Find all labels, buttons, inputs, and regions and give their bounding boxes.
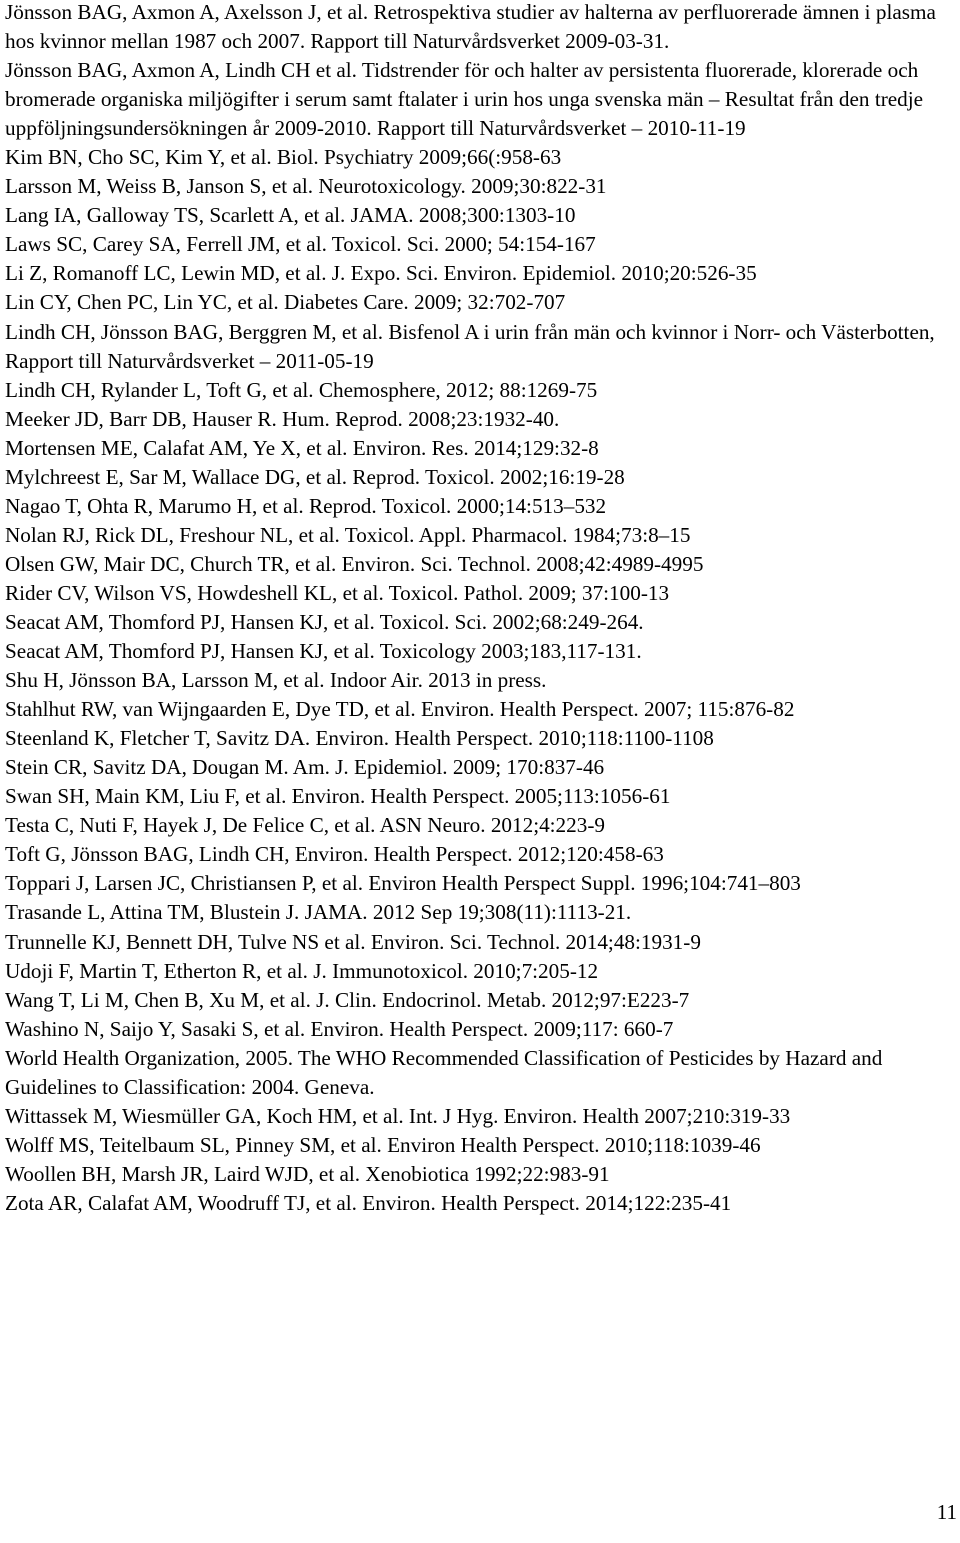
reference-entry: World Health Organization, 2005. The WHO Recommended Classification of Pesticides by Hazard and Guidelines to Classification: 2004. Geneva.	[5, 1045, 883, 1099]
reference-entry: Zota AR, Calafat AM, Woodruff TJ, et al. Environ. Health Perspect. 2014;122:235-41	[5, 1190, 732, 1215]
reference-entry: Lin CY, Chen PC, Lin YC, et al. Diabetes Care. 2009; 32:702-707	[5, 290, 566, 315]
reference-entry: Olsen GW, Mair DC, Church TR, et al. Environ. Sci. Technol. 2008;42:4989-4995	[5, 551, 704, 576]
reference-entry: Nagao T, Ohta R, Marumo H, et al. Reprod. Toxicol. 2000;14:513–532	[5, 493, 607, 518]
reference-entry: Lindh CH, Rylander L, Toft G, et al. Chemosphere, 2012; 88:1269-75	[5, 377, 598, 402]
reference-entry: Stahlhut RW, van Wijngaarden E, Dye TD, et al. Environ. Health Perspect. 2007; 115:876-82	[5, 697, 795, 722]
reference-entry: Larsson M, Weiss B, Janson S, et al. Neurotoxicology. 2009;30:822-31	[5, 174, 607, 199]
reference-entry: Udoji F, Martin T, Etherton R, et al. J. Immunotoxicol. 2010;7:205-12	[5, 958, 599, 983]
reference-entry: Lindh CH, Jönsson BAG, Berggren M, et al. Bisfenol A i urin från män och kvinnor i Norr- och Västerbotten, Rapport till Naturvårdsverket – 2011-05-19	[5, 319, 935, 373]
reference-entry: Toft G, Jönsson BAG, Lindh CH, Environ. Health Perspect. 2012;120:458-63	[5, 842, 664, 867]
reference-entry: Testa C, Nuti F, Hayek J, De Felice C, et al. ASN Neuro. 2012;4:223-9	[5, 813, 605, 838]
reference-entry: Steenland K, Fletcher T, Savitz DA. Environ. Health Perspect. 2010;118:1100-1108	[5, 726, 714, 751]
reference-entry: Trunnelle KJ, Bennett DH, Tulve NS et al. Environ. Sci. Technol. 2014;48:1931-9	[5, 929, 701, 954]
reference-entry: Rider CV, Wilson VS, Howdeshell KL, et al. Toxicol. Pathol. 2009; 37:100-13	[5, 580, 670, 605]
reference-entry: Woollen BH, Marsh JR, Laird WJD, et al. Xenobiotica 1992;22:983-91	[5, 1161, 610, 1186]
reference-entry: Wolff MS, Teitelbaum SL, Pinney SM, et al. Environ Health Perspect. 2010;118:1039-46	[5, 1132, 761, 1157]
reference-entry: Li Z, Romanoff LC, Lewin MD, et al. J. Expo. Sci. Environ. Epidemiol. 2010;20:526-35	[5, 261, 757, 286]
reference-entry: Trasande L, Attina TM, Blustein J. JAMA. 2012 Sep 19;308(11):1113-21.	[5, 900, 632, 925]
reference-list	[5, 0, 960, 1218]
reference-entry: Wang T, Li M, Chen B, Xu M, et al. J. Clin. Endocrinol. Metab. 2012;97:E223-7	[5, 987, 690, 1012]
reference-entry: Laws SC, Carey SA, Ferrell JM, et al. Toxicol. Sci. 2000; 54:154-167	[5, 232, 596, 257]
reference-entry: Nolan RJ, Rick DL, Freshour NL, et al. Toxicol. Appl. Pharmacol. 1984;73:8–15	[5, 522, 691, 547]
reference-entry: Seacat AM, Thomford PJ, Hansen KJ, et al. Toxicology 2003;183,117-131.	[5, 639, 642, 664]
reference-entry: Washino N, Saijo Y, Sasaki S, et al. Environ. Health Perspect. 2009;117: 660-7	[5, 1016, 674, 1041]
reference-entry: Jönsson BAG, Axmon A, Axelsson J, et al. Retrospektiva studier av halterna av perfluorerade ämnen i plasma hos kvinnor mellan 1987 och 2007. Rapport till Naturvårdsverket 2009-03-31.	[5, 0, 936, 54]
reference-entry: Mortensen ME, Calafat AM, Ye X, et al. Environ. Res. 2014;129:32-8	[5, 435, 599, 460]
reference-entry: Toppari J, Larsen JC, Christiansen P, et al. Environ Health Perspect Suppl. 1996;104:741–803	[5, 871, 801, 896]
reference-entry: Mylchreest E, Sar M, Wallace DG, et al. Reprod. Toxicol. 2002;16:19-28	[5, 464, 625, 489]
reference-entry: Wittassek M, Wiesmüller GA, Koch HM, et al. Int. J Hyg. Environ. Health 2007;210:319-33	[5, 1103, 791, 1128]
reference-entry: Shu H, Jönsson BA, Larsson M, et al. Indoor Air. 2013 in press.	[5, 668, 547, 693]
reference-entry: Swan SH, Main KM, Liu F, et al. Environ. Health Perspect. 2005;113:1056-61	[5, 784, 671, 809]
reference-entry: Seacat AM, Thomford PJ, Hansen KJ, et al. Toxicol. Sci. 2002;68:249-264.	[5, 609, 644, 634]
reference-entry: Stein CR, Savitz DA, Dougan M. Am. J. Epidemiol. 2009; 170:837-46	[5, 755, 605, 780]
reference-entry: Kim BN, Cho SC, Kim Y, et al. Biol. Psychiatry 2009;66(:958-63	[5, 145, 562, 170]
reference-entry: Jönsson BAG, Axmon A, Lindh CH et al. Tidstrender för och halter av persistenta fluorerade, klorerade och bromerade organiska miljögifter i serum samt ftalater i urin hos unga svenska män – Resultat från den tredje uppföljningsundersökningen år 2009-2010. Rapport till Naturvårdsverket – 2010-11-19	[5, 58, 924, 141]
reference-entry: Lang IA, Galloway TS, Scarlett A, et al. JAMA. 2008;300:1303-10	[5, 203, 576, 228]
page-number: 11	[936, 1500, 957, 1524]
reference-entry: Meeker JD, Barr DB, Hauser R. Hum. Reprod. 2008;23:1932-40.	[5, 406, 560, 431]
